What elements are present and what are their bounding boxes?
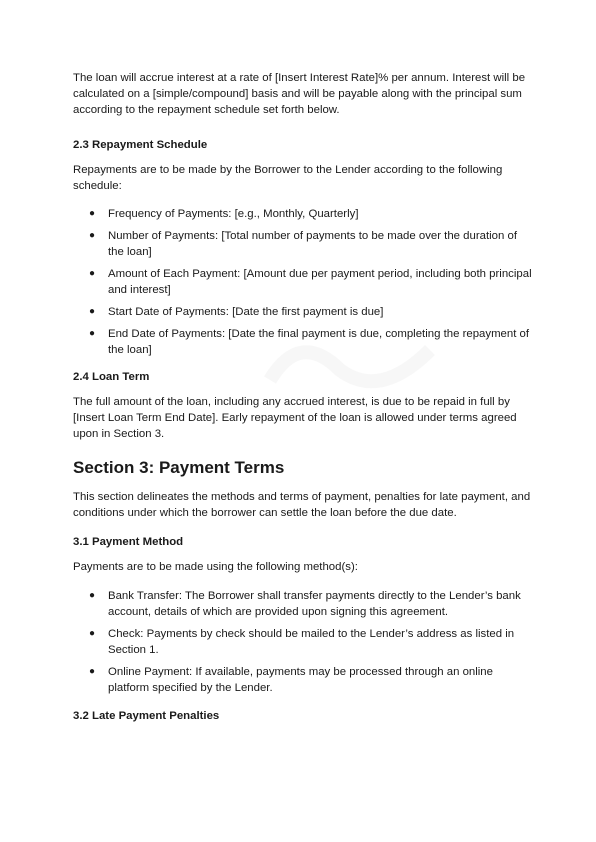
document-page [73, 70, 533, 724]
payment-method-text: Payments are to be made using the following method(s): [73, 561, 358, 573]
list-item-text: Number of Payments: [Total number of payments to be made over the duration of the loan] [108, 230, 518, 258]
list-item [73, 266, 533, 298]
loan-term-text: The full amount of the loan, including any accrued interest, is due to be repaid in full by [Insert Loan Term End Date]. Early repayment of the loan is allowed under terms agreed upon in Section 3. [73, 396, 517, 440]
loan-term-heading: 2.4 Loan Term [73, 371, 150, 383]
payment-method-heading: 3.1 Payment Method [73, 536, 184, 548]
list-item-text: Check: Payments by check should be mailed to the Lender’s address as listed in Section 1. [108, 628, 515, 656]
repayment-schedule-list [73, 206, 533, 358]
list-item [73, 588, 533, 620]
bullet-icon: ● [89, 666, 96, 677]
payment-method-list [73, 588, 533, 696]
list-item [73, 626, 533, 658]
list-item-text: End Date of Payments: [Date the final payment is due, completing the repayment of the loan] [108, 328, 530, 356]
list-item [73, 228, 533, 260]
section-3-heading: Section 3: Payment Terms [73, 458, 285, 477]
list-item-text: Start Date of Payments: [Date the first payment is due] [108, 306, 384, 318]
list-item-text: Online Payment: If available, payments may be processed through an online platform specified by the Lender. [108, 666, 493, 694]
list-item [73, 326, 533, 358]
interest-paragraph: The loan will accrue interest at a rate of [Insert Interest Rate]% per annum. Interest will be calculated on a [simple/compound] basis and will be payable along with the principal sum according to the repayment schedule set forth below. [73, 72, 526, 116]
repayment-schedule-heading: 2.3 Repayment Schedule [73, 139, 208, 151]
repayment-schedule-text: Repayments are to be made by the Borrower to the Lender according to the following schedule: [73, 164, 503, 192]
bullet-icon: ● [89, 230, 96, 241]
bullet-icon: ● [89, 208, 96, 219]
bullet-icon: ● [89, 590, 96, 601]
list-item-text: Amount of Each Payment: [Amount due per payment period, including both principal and interest] [108, 268, 532, 296]
list-item-text: Frequency of Payments: [e.g., Monthly, Quarterly] [108, 208, 359, 220]
late-payment-heading: 3.2 Late Payment Penalties [73, 710, 220, 722]
list-item [73, 304, 533, 320]
bullet-icon: ● [89, 628, 96, 639]
list-item [73, 664, 533, 696]
bullet-icon: ● [89, 268, 96, 279]
list-item [73, 206, 533, 222]
section-3-text: This section delineates the methods and terms of payment, penalties for late payment, and conditions under which the borrower can settle the loan before the due date. [73, 491, 531, 519]
bullet-icon: ● [89, 328, 96, 339]
bullet-icon: ● [89, 306, 96, 317]
list-item-text: Bank Transfer: The Borrower shall transfer payments directly to the Lender’s bank account, details of which are provided upon signing this agreement. [108, 590, 521, 618]
